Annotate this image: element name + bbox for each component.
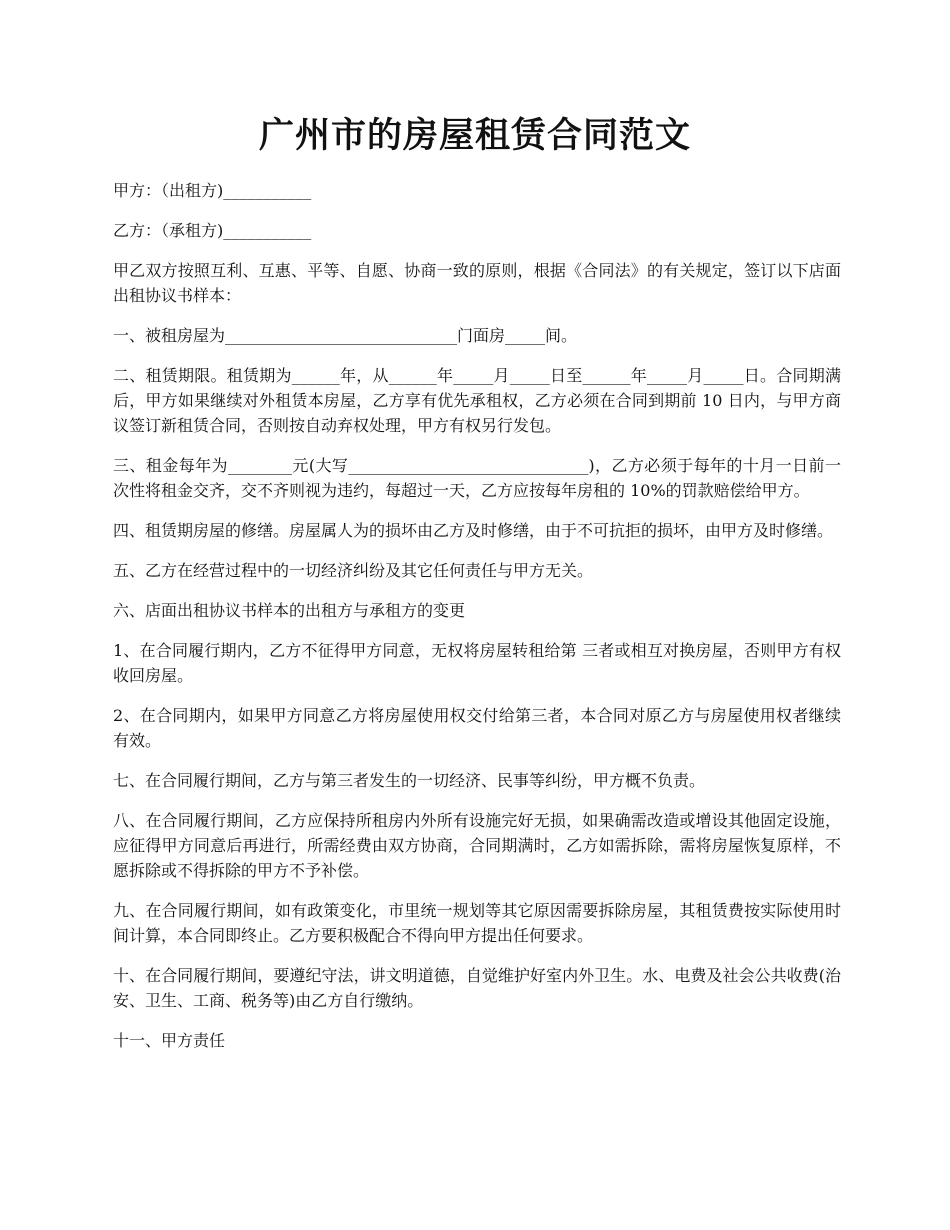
clause-8-facilities: 八、在合同履行期间，乙方应保持所租房内外所有设施完好无损，如果确需改造或增设其他固定设施，应征得甲方同意后再进行，所需经费由双方协商，合同期满时，乙方如需拆除，需将房屋恢复原样，不愿拆除或不得拆除的甲方不予补偿。 xyxy=(113,811,841,880)
clause-2-lease-term: 二、租赁期限。租赁期为______年，从______年_____月_____日至______年_____月_____日。合同期满后，甲方如果继续对外租赁本房屋，乙方享有优先承租权，乙方必须在合同到期前 10 日内，与甲方商议签订新租赁合同，否则按自动弃权处理，甲方有权另行发包。 xyxy=(113,366,841,435)
preamble-paragraph: 甲乙双方按照互利、互惠、平等、自愿、协商一致的原则，根据《合同法》的有关规定，签订以下店面出租协议书样本： xyxy=(113,261,841,305)
party-b-line: 乙方：（承租方)___________ xyxy=(113,221,312,240)
party-a-line: 甲方：（出租方)___________ xyxy=(113,181,312,200)
clause-10-conduct: 十、在合同履行期间，要遵纪守法，讲文明道德，自觉维护好室内外卫生。水、电费及社会公共收费(治安、卫生、工商、税务等)由乙方自行缴纳。 xyxy=(113,966,841,1010)
clause-3-rent: 三、租金每年为________元(大写______________________________)，乙方必须于每年的十月一日前一次性将租金交齐，交不齐则视为违约，每超过一天，乙方应按每年房租的 10%的罚款赔偿给甲方。 xyxy=(113,456,841,500)
clause-5-liability: 五、乙方在经营过程中的一切经济纠纷及其它任何责任与甲方无关。 xyxy=(113,561,594,580)
clause-7-disputes: 七、在合同履行期间，乙方与第三者发生的一切经济、民事等纠纷，甲方概不负责。 xyxy=(113,771,706,790)
clause-6-item-2: 2、在合同期内，如果甲方同意乙方将房屋使用权交付给第三者，本合同对原乙方与房屋使用权者继续有效。 xyxy=(113,706,841,750)
clause-6-party-change: 六、店面出租协议书样本的出租方与承租方的变更 xyxy=(113,601,466,620)
clause-9-policy-change: 九、在合同履行期间，如有政策变化，市里统一规划等其它原因需要拆除房屋，其租赁费按实际使用时间计算，本合同即终止。乙方要积极配合不得向甲方提出任何要求。 xyxy=(113,901,841,945)
clause-1-premises: 一、被租房屋为_____________________________门面房_____间。 xyxy=(113,326,578,345)
clause-6-item-1: 1、在合同履行期内，乙方不征得甲方同意，无权将房屋转租给第 三者或相互对换房屋，否则甲方有权收回房屋。 xyxy=(113,641,841,685)
clause-4-repairs: 四、租赁期房屋的修缮。房屋属人为的损坏由乙方及时修缮，由于不可抗拒的损坏，由甲方及时修缮。 xyxy=(113,521,834,540)
clause-11-party-a-duties: 十一、甲方责任 xyxy=(113,1031,226,1050)
document-body xyxy=(113,178,841,1068)
document-title: 广州市的房屋租赁合同范文 xyxy=(258,116,691,156)
